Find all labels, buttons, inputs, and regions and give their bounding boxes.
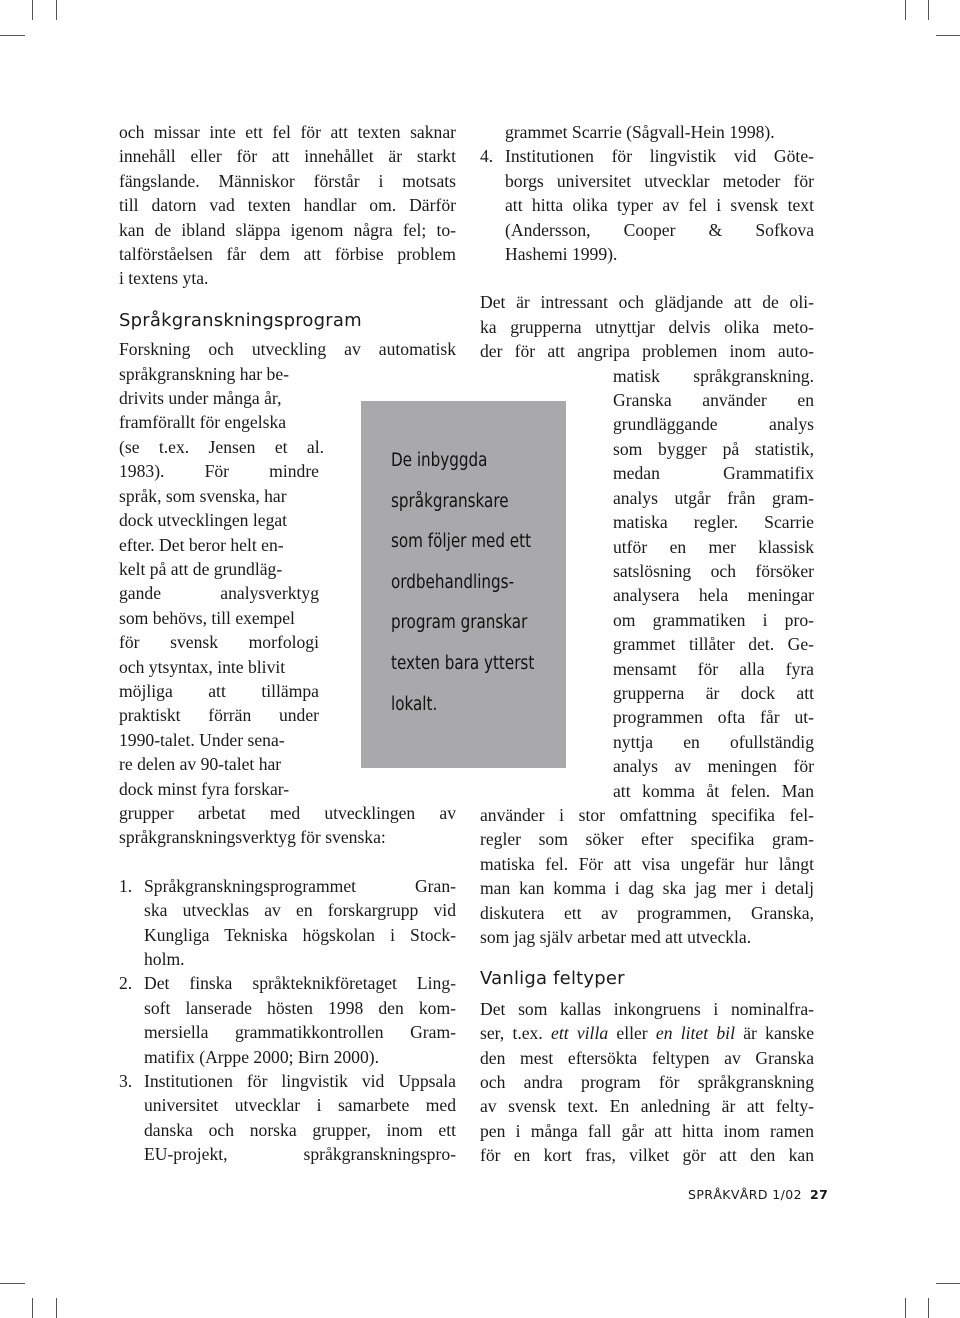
text-line: möjliga att tillämpa bbox=[119, 680, 319, 701]
text-line: Granska använder en bbox=[613, 390, 814, 411]
list-number: 4. bbox=[480, 146, 494, 167]
text-line: som bygger på statistik, bbox=[613, 438, 814, 459]
text-line: använder i stor omfattning specifika fel- bbox=[480, 804, 814, 825]
intro-paragraph bbox=[119, 120, 456, 291]
pull-quote-line: som följer med ett bbox=[391, 531, 532, 553]
crop-mark bbox=[905, 0, 906, 20]
text-line: innehåll eller för att innehållet är starkt bbox=[119, 146, 456, 167]
text-line: matisk språkgranskning. bbox=[613, 365, 814, 386]
crop-mark bbox=[56, 0, 57, 20]
text-line: grupper arbetat med utvecklingen av bbox=[119, 802, 456, 823]
right-column bbox=[480, 120, 814, 1168]
page-footer bbox=[688, 1187, 828, 1202]
text-line: utför en mer klassisk bbox=[613, 536, 814, 557]
section-heading: Språkgranskningsprogram bbox=[119, 309, 362, 331]
list-item bbox=[119, 874, 456, 972]
text-line: 1990-talet. Under sena- bbox=[119, 729, 285, 750]
text-line: talförståelsen får dem att förbise problem bbox=[119, 244, 456, 265]
example-phrase: ett villa bbox=[551, 1023, 609, 1044]
text-line: praktiskt förrän under bbox=[119, 705, 319, 726]
pull-quote-line: språkgranskare bbox=[391, 490, 509, 512]
page-number: 27 bbox=[809, 1187, 829, 1202]
text-line: dock minst fyra forskar- bbox=[119, 778, 290, 799]
list-item bbox=[119, 1069, 456, 1167]
crop-mark bbox=[905, 1298, 906, 1318]
text-line: Det finska språkteknikföretaget Ling- bbox=[144, 973, 456, 994]
text-line: matiska regler. Scarrie bbox=[613, 512, 814, 533]
pull-quote-line: texten bara ytterst bbox=[391, 652, 535, 674]
text-line: Det är intressant och glädjande att de oli- bbox=[480, 292, 814, 313]
text-line: Forskning och utveckling av automatisk bbox=[119, 339, 456, 360]
text-line: (Andersson, Cooper & Sofkova bbox=[505, 219, 814, 240]
text-line: språkgranskning har be- bbox=[119, 363, 290, 384]
list-number: 1. bbox=[119, 875, 133, 896]
text-line: programmen ofta får ut- bbox=[613, 707, 814, 728]
text-line: Institutionen för lingvistik vid Göte- bbox=[505, 146, 814, 167]
text-line: som behövs, till exempel bbox=[119, 607, 295, 628]
text-line: av svensk text. En anledning är att felty- bbox=[480, 1096, 814, 1117]
text-line: Institutionen för lingvistik vid Uppsala bbox=[144, 1071, 456, 1092]
numbered-list-continued bbox=[480, 120, 814, 266]
text-line: kelt på att de grundläg- bbox=[119, 558, 283, 579]
text-line: kan de ibland släppa igenom några fel; to- bbox=[119, 219, 456, 240]
text-line: och andra program för språkgranskning bbox=[480, 1072, 814, 1093]
text-line: den mest eftersökta feltypen av Granska bbox=[480, 1047, 814, 1068]
text-line: efter. Det beror helt en- bbox=[119, 534, 284, 555]
journal-name: SPRÅKVÅRD 1/02 bbox=[688, 1187, 802, 1202]
text-run: eller bbox=[608, 1023, 656, 1044]
text-line: och ytsyntax, inte blivit bbox=[119, 656, 286, 677]
text-line: grupperna är dock att bbox=[613, 682, 814, 703]
pull-quote-line: De inbyggda bbox=[391, 450, 488, 471]
list-number: 2. bbox=[119, 973, 133, 994]
pull-quote-line: program granskar bbox=[391, 612, 528, 634]
list-item-text bbox=[144, 971, 456, 1069]
narrow-text-block bbox=[613, 364, 814, 803]
text-line: i textens yta. bbox=[119, 268, 209, 289]
text-line: 1983). För mindre bbox=[119, 461, 319, 482]
body-paragraph-end bbox=[480, 803, 814, 949]
list-item-text bbox=[144, 874, 456, 972]
text-line: ska utvecklas av en forskargrupp vid bbox=[144, 900, 456, 921]
text-line: matiska fel. För att visa ungefär hur långt bbox=[480, 853, 814, 874]
text-line: medan Grammatifix bbox=[613, 463, 814, 484]
text-line: satslösning och försöker bbox=[613, 560, 814, 581]
text-line: universitet utvecklar i samarbete med bbox=[144, 1095, 456, 1116]
crop-mark bbox=[936, 35, 960, 36]
text-line: grammet tillåter det. Ge- bbox=[613, 634, 814, 655]
text-line: att hitta olika typer av fel i svensk text bbox=[505, 195, 814, 216]
crop-mark bbox=[0, 1283, 25, 1284]
text-line: Det som kallas inkongruens i nominalfra- bbox=[480, 998, 814, 1019]
text-line: man kan komma i dag ska jag mer i detalj bbox=[480, 878, 814, 899]
crop-mark bbox=[936, 1283, 960, 1284]
text-line: grundläggande analys bbox=[613, 414, 814, 435]
text-line: holm. bbox=[144, 949, 185, 969]
text-line: diskutera ett av programmen, Granska, bbox=[480, 902, 814, 923]
text-line: nyttja en ofullständig bbox=[613, 731, 814, 752]
text-line: matifix (Arppe 2000; Birn 2000). bbox=[144, 1046, 380, 1067]
text-line: gande analysverktyg bbox=[119, 583, 319, 604]
text-line: Språkgranskningsprogrammet Gran- bbox=[144, 875, 456, 896]
text-line: Kungliga Tekniska högskolan i Stock- bbox=[144, 924, 456, 945]
text-line: Hashemi 1999). bbox=[505, 244, 618, 265]
crop-mark bbox=[928, 1298, 929, 1318]
text-line: (se t.ex. Jensen et al. bbox=[119, 436, 324, 457]
text-line: som jag själv arbetar med att utveckla. bbox=[480, 927, 752, 947]
text-line: der för att angripa problemen inom auto- bbox=[480, 341, 814, 362]
text-line: och missar inte ett fel för att texten saknar bbox=[119, 122, 456, 142]
list-item bbox=[480, 144, 814, 266]
text-line bbox=[480, 1021, 814, 1045]
list-item-text bbox=[144, 1069, 456, 1167]
text-line: EU-projekt, språkgranskningspro- bbox=[144, 1144, 456, 1165]
text-line: ka grupperna utnyttjar delvis olika meto- bbox=[480, 316, 814, 337]
text-line: analys av meningen för bbox=[613, 756, 814, 777]
text-line: fängslande. Människor förstår i motsats bbox=[119, 170, 456, 191]
text-line: mersiella grammatikkontrollen Gram- bbox=[144, 1022, 456, 1043]
crop-mark bbox=[928, 0, 929, 20]
text-line: framförallt för engelska bbox=[119, 412, 287, 433]
section-heading: Vanliga feltyper bbox=[480, 968, 625, 990]
text-line: för en kort fras, vilket gör att den kan bbox=[480, 1145, 814, 1166]
text-line: mensamt för alla fyra bbox=[613, 658, 814, 679]
text-line: dock utvecklingen legat bbox=[119, 510, 288, 531]
text-line: drivits under många år, bbox=[119, 388, 282, 409]
list-number: 3. bbox=[119, 1071, 133, 1092]
text-line: regler som söker efter specifika gram- bbox=[480, 829, 814, 850]
text-run: är kanske bbox=[734, 1023, 815, 1044]
text-line: analys utgår från gram- bbox=[613, 487, 814, 508]
text-line: re delen av 90-talet har bbox=[119, 754, 282, 775]
text-line: soft lanserade hösten 1998 den kom- bbox=[144, 997, 456, 1018]
body-paragraph bbox=[480, 997, 814, 1168]
text-line: danska och norska grupper, inom ett bbox=[144, 1119, 456, 1140]
body-paragraph bbox=[480, 290, 814, 363]
numbered-list bbox=[119, 874, 456, 1167]
list-item-text bbox=[505, 144, 814, 266]
crop-mark bbox=[56, 1298, 57, 1318]
text-line: grammet Scarrie (Sågvall-Hein 1998). bbox=[505, 122, 775, 142]
text-line: språk, som svenska, har bbox=[119, 485, 287, 506]
text-line: pen i många fall går att hitta inom ramen bbox=[480, 1120, 814, 1141]
text-run: ser, t.ex. bbox=[480, 1023, 552, 1044]
text-line: för svensk morfologi bbox=[119, 632, 319, 653]
list-item bbox=[119, 971, 456, 1069]
text-line: språkgranskningsverktyg för svenska: bbox=[119, 827, 386, 848]
text-line: borgs universitet utvecklar metoder för bbox=[505, 170, 814, 191]
text-line: till datorn vad texten handlar om. Därför bbox=[119, 195, 456, 216]
crop-mark bbox=[0, 35, 25, 36]
text-line: analysera hela meningar bbox=[613, 585, 814, 606]
crop-mark bbox=[32, 0, 33, 20]
pull-quote-line: ordbehandlings- bbox=[391, 571, 515, 593]
text-line: om grammatiken i pro- bbox=[613, 609, 814, 630]
text-line: att komma åt felen. Man bbox=[613, 780, 814, 801]
example-phrase: en litet bil bbox=[655, 1023, 735, 1044]
pull-quote-line: lokalt. bbox=[391, 693, 438, 715]
crop-mark bbox=[32, 1298, 33, 1318]
